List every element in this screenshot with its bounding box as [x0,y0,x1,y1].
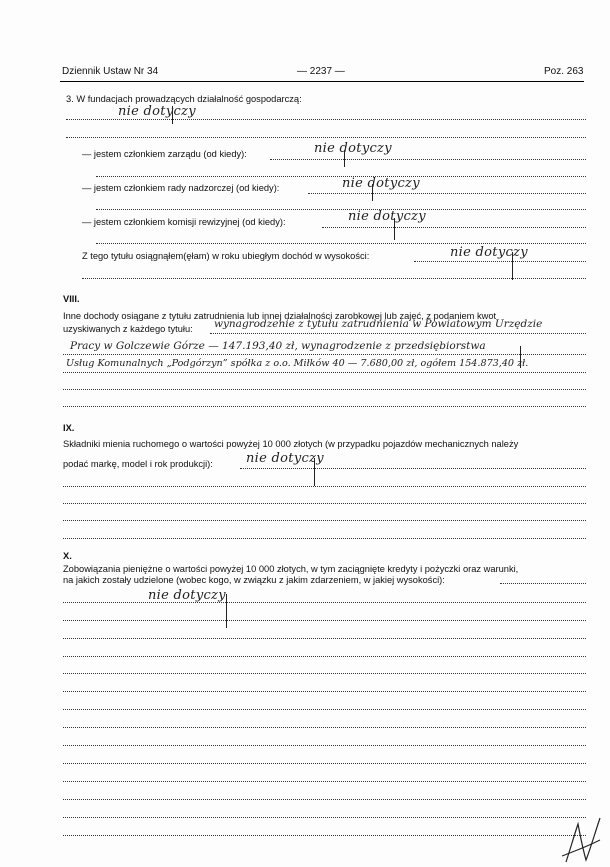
fill-line [63,673,586,674]
fill-line [63,372,586,373]
fill-line [63,817,586,818]
fill-line [63,727,586,728]
fill-line [322,227,586,228]
initials-signature [560,810,606,866]
section9-number: IX. [63,423,75,433]
fill-line [63,406,586,407]
journal-title: Dziennik Ustaw Nr 34 [62,66,159,77]
fill-line [63,538,586,539]
fill-line [63,620,586,621]
income-label: Z tego tytułu osiągnąłem(ęłam) w roku ubiegłym dochód w wysokości: [82,251,370,261]
section9-text-line1: Składniki mienia ruchomego o wartości powyżej 10 000 złotych (w przypadku pojazdów mechanicznych należy [63,439,519,449]
fill-line [96,243,586,244]
fill-line [63,691,586,692]
section8-text-line2: uzyskiwanych z każdego tytułu: [63,324,193,334]
fill-line [240,468,586,469]
fill-line [96,176,586,177]
fill-line [96,209,586,210]
fill-line [63,520,586,521]
fill-line [63,763,586,764]
fill-line [63,709,586,710]
section3-answer: nie dotyczy [118,104,196,119]
board-member-label: — jestem członkiem zarządu (od kiedy): [82,149,247,159]
board-member-answer: nie dotyczy [314,141,392,156]
audit-committee-label: — jestem członkiem komisji rewizyjnej (od kiedy): [82,217,286,227]
position-number: Poz. 263 [544,66,584,77]
section8-answer-line1: wynagrodzenie z tytułu zatrudnienia w Powiatowym Urzędzie [214,318,543,330]
fill-line [66,119,586,120]
section8-answer-line3: Usług Komunalnych „Podgórzyn” spółka z o.o. Miłków 40 — 7.680,00 zł, ogółem 154.873,40 zł. [66,358,529,369]
fill-line [63,354,586,355]
fill-line [210,333,586,334]
section8-text-line1: Inne dochody osiągane z tytułu zatrudnienia lub innej działalności zarobkowej lub zajęć, z podaniem kwot [63,311,497,321]
fill-line [63,745,586,746]
handwriting-stroke [172,106,173,124]
supervisory-board-answer: nie dotyczy [342,176,420,191]
page-number: — 2237 — [297,66,345,77]
fill-line [66,137,586,138]
section10-text-line2: na jakich zostały udzielone (wobec kogo, w związku z jakim zdarzeniem, w jakiej wysokości): [63,575,445,585]
handwriting-stroke [394,218,395,240]
section10-text-line1: Zobowiązania pieniężne o wartości powyżej 10 000 złotych, w tym zaciągnięte kredyty i pożyczki oraz warunki, [63,564,519,574]
section9-text-line2: podać markę, model i rok produkcji): [63,459,213,469]
fill-line [270,159,586,160]
fill-line [308,193,586,194]
handwriting-stroke [226,594,227,628]
fill-line [63,781,586,782]
fill-line [63,835,586,836]
section9-answer: nie dotyczy [246,451,324,466]
section8-number: VIII. [63,294,80,304]
fill-line [63,799,586,800]
section10-number: X. [63,551,72,561]
handwriting-stroke [520,346,521,368]
income-answer: nie dotyczy [450,245,528,260]
audit-committee-answer: nie dotyczy [348,209,426,224]
fill-line [500,583,586,584]
handwriting-stroke [512,252,513,280]
fill-line [63,638,586,639]
section8-answer-line2: Pracy w Golczewie Górze — 147.193,40 zł, wynagrodzenie z przedsiębiorstwa [70,340,486,352]
section3-title: 3. W fundacjach prowadzących działalność gospodarczą: [66,94,302,104]
handwriting-stroke [314,458,315,486]
fill-line [82,278,586,279]
fill-line [63,486,586,487]
fill-line [414,261,586,262]
fill-line [63,656,586,657]
fill-line [63,602,586,603]
fill-line [63,389,586,390]
header-rule [60,81,584,82]
fill-line [63,503,586,504]
supervisory-board-label: — jestem członkiem rady nadzorczej (od kiedy): [82,183,280,193]
section10-answer: nie dotyczy [148,588,226,603]
